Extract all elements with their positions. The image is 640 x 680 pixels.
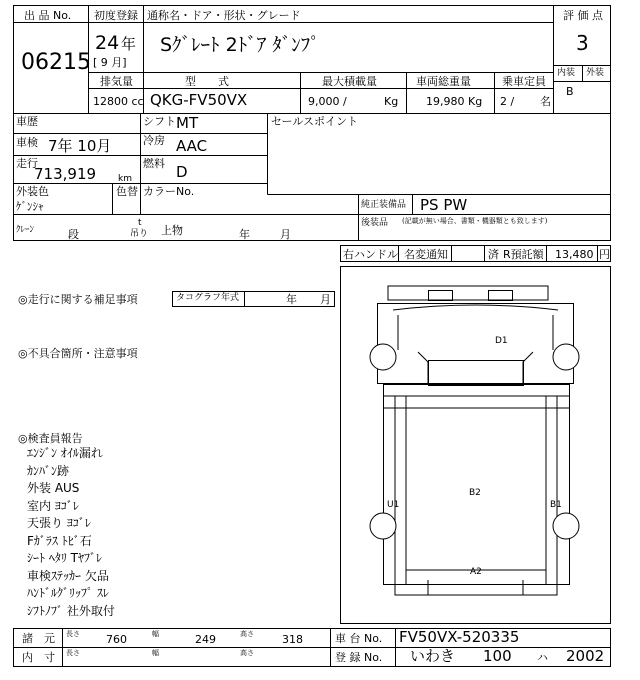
reg-area: いわき (410, 647, 456, 665)
deposit-label: R預託額 (503, 248, 544, 261)
gross-weight-label: 車両総重量 (416, 75, 471, 88)
displacement: 12800 cc (93, 95, 144, 108)
interior-grade: B (566, 85, 574, 98)
interior-height-label: 高さ (240, 649, 254, 657)
height-label: 高さ (240, 630, 254, 638)
deposit-unit: 円 (599, 248, 610, 261)
mileage: 713,919 (34, 165, 97, 183)
shift: MT (176, 114, 199, 132)
equipment: PS PW (420, 196, 468, 214)
chassis-label: 車 台 No. (335, 632, 383, 645)
fuel-label: 燃料 (143, 157, 165, 170)
crane-ton: t (138, 218, 142, 228)
model: QKG-FV50VX (150, 91, 248, 109)
inspector-report-line: 天張り ﾖｺﾞﾚ (27, 516, 91, 530)
upper-month: 月 (280, 228, 291, 241)
crane-lift: 吊り (130, 229, 149, 239)
chassis-number: FV50VX-520335 (399, 628, 520, 646)
tacho-month: 月 (320, 293, 331, 306)
mileage-unit: km (118, 174, 132, 184)
shift-label: シフト (143, 115, 176, 128)
inspector-report-line: ｼｰﾄ ﾍﾀﾘ Tﾔﾌﾞﾚ (27, 551, 102, 565)
inspector-report-line: 車検ｽﾃｯｶｰ 欠品 (27, 568, 109, 583)
tacho-year: 年 (286, 293, 297, 306)
width: 249 (195, 633, 216, 646)
color-no-label: 色替 (116, 185, 138, 198)
reg-kana: ハ (537, 651, 548, 664)
upper-year: 年 (239, 228, 250, 241)
color-code-label: カラーNo. (143, 185, 195, 198)
first-reg-year-unit: 年 (121, 35, 137, 53)
capacity: 2 / (500, 95, 515, 108)
tacho-label: タコグラフ年式 (176, 293, 240, 303)
ac: AAC (176, 137, 208, 155)
first-reg-year: 24 (95, 32, 120, 54)
history-label: 車歴 (16, 115, 38, 128)
inspector-report-line: 室内 ﾖｺﾞﾚ (27, 498, 79, 513)
ac-label: 冷房 (143, 134, 165, 147)
damage-mark-b2: B2 (469, 488, 481, 498)
fuel: D (176, 163, 188, 181)
inspector-report-line: 外装 AUS (27, 481, 80, 495)
inspector-report-line: ｼﾌﾄﾉﾌﾞ 社外取付 (27, 603, 115, 618)
inspector-label: ◎検査員報告 (18, 432, 83, 445)
aftermarket-label: 後装品 (361, 218, 389, 228)
model-label: 型 式 (185, 75, 229, 88)
max-load: 9,000 / (308, 95, 347, 108)
aftermarket-note: (記載が無い場合、書類・機器類とも致します) (402, 217, 548, 225)
gross-weight: 19,980 Kg (426, 95, 483, 108)
equipment-label: 純正装備品 (361, 200, 407, 210)
capacity-label: 乗車定員 (502, 75, 546, 88)
inspector-report-line: Fｶﾞﾗｽ ﾄﾋﾞ石 (27, 533, 92, 548)
reg-label: 登 録 No. (335, 651, 383, 664)
width-label: 幅 (152, 630, 159, 638)
inspection-label: 車検 (16, 136, 38, 149)
color: ｹﾞﾝｼｬ (16, 200, 44, 213)
first-reg-label: 初度登録 (94, 9, 138, 22)
damage-mark-b1: B1 (550, 500, 562, 510)
exterior-grade-label: 外装 (586, 68, 605, 78)
crane-stage: 段 (68, 228, 79, 241)
truck-diagram (378, 286, 574, 595)
name-label: 通称名・ドア・形状・グレード (147, 9, 301, 22)
reg-class: 100 (483, 647, 512, 665)
first-reg-month: [ 9 月] (93, 56, 127, 69)
upper-label: 上物 (161, 224, 183, 237)
inspection: 7年 10月 (48, 137, 112, 155)
damage-mark-d1: D1 (495, 336, 508, 346)
interior-grade-label: 内装 (557, 68, 576, 78)
defects-label: ◎不具合箇所・注意事項 (18, 347, 138, 360)
recycle-flag: 済 (488, 248, 499, 261)
length: 760 (106, 633, 127, 646)
car-name: Sｸﾞﾚｰﾄ 2ﾄﾞｱ ﾀﾞﾝﾌﾟ (160, 34, 320, 56)
height: 318 (282, 633, 303, 646)
dims-label: 諸 元 (22, 632, 55, 645)
deposit: 13,480 (555, 248, 594, 261)
damage-mark-u1: U1 (387, 500, 400, 510)
inspector-report-line: ｴﾝｼﾞﾝ ｵｲﾙ漏れ (27, 446, 103, 460)
rating: 3 (576, 31, 589, 55)
capacity-unit: 名 (540, 95, 551, 108)
inspector-report-line: ｶﾝﾊﾞﾝ跡 (27, 463, 70, 478)
damage-mark-a2: A2 (470, 567, 482, 577)
interior-width-label: 幅 (152, 649, 159, 657)
crane-label: ｸﾚｰﾝ (16, 225, 35, 235)
sales-point-label: セールスポイント (271, 115, 359, 128)
max-load-unit: Kg (384, 95, 399, 108)
lot-no-label: 出 品 No. (24, 9, 72, 22)
lot-no: 06215 (21, 50, 91, 75)
inspector-report-line: ﾊﾝﾄﾞﾙｸﾞﾘｯﾌﾟ ｽﾚ (27, 586, 109, 600)
interior-dims-label: 内 寸 (22, 651, 55, 664)
driving-remarks-label: ◎走行に関する補足事項 (18, 293, 138, 306)
rating-label: 評 価 点 (563, 9, 603, 22)
mileage-label: 走行 (16, 157, 38, 170)
name-change-label: 名変通知 (404, 248, 448, 261)
max-load-label: 最大積載量 (322, 75, 377, 88)
reg-number: 2002 (566, 647, 605, 665)
displacement-label: 排気量 (100, 75, 133, 88)
rhd-flag: 右ハンドル (343, 248, 398, 261)
color-label: 外装色 (16, 185, 49, 198)
length-label: 長さ (66, 630, 80, 638)
interior-length-label: 長さ (66, 649, 80, 657)
